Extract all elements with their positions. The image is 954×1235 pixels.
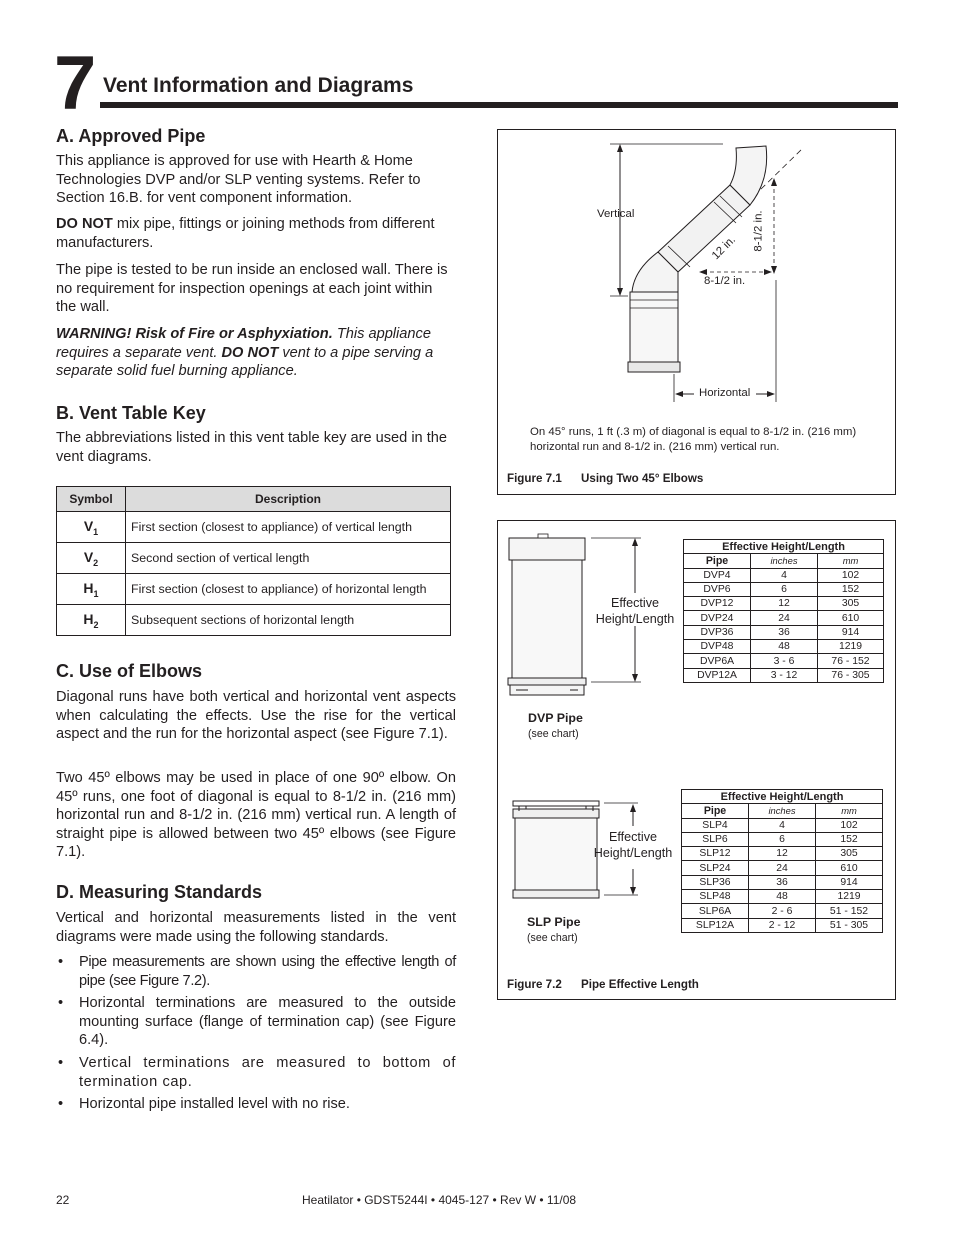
inches-cell: 12: [749, 847, 816, 861]
table-row: [684, 668, 884, 682]
dvp-effective-line2: Height/Length: [595, 612, 675, 626]
symbol-cell: [57, 543, 126, 574]
table-row: [684, 640, 884, 654]
mm-cell: 76 - 305: [818, 668, 884, 682]
warning-mid: This appliance requires a separate vent.: [56, 326, 431, 361]
pipe-cell: SLP24: [682, 861, 749, 875]
mm-cell: 76 - 152: [818, 654, 884, 668]
dvp-effective-line1: Effective: [610, 596, 660, 610]
section-d-p1: Vertical and horizontal measurements listed in the vent diagrams were made using the following standards.: [56, 910, 456, 945]
pipe-cell: DVP6A: [684, 654, 751, 668]
slp-effective-line1: Effective: [608, 830, 658, 844]
inches-cell: 6: [749, 832, 816, 846]
inches-cell: 6: [751, 582, 818, 596]
table-row: [682, 875, 883, 889]
pipe-cell: DVP24: [684, 611, 751, 625]
pipe-header: Pipe: [682, 804, 749, 818]
pipe-cell: DVP48: [684, 640, 751, 654]
inches-header: inches: [751, 554, 818, 568]
section-a-p2-text: mix pipe, fittings or joining methods from different manufacturers.: [56, 216, 435, 251]
symbol-header: Symbol: [57, 487, 126, 512]
mm-cell: 1219: [818, 640, 884, 654]
table-row: [684, 625, 884, 639]
inches-cell: 36: [749, 875, 816, 889]
mm-cell: 305: [818, 597, 884, 611]
symbol-cell: [57, 605, 126, 636]
slp-effective-line2: Height/Length: [593, 846, 673, 860]
symbol-subscript: 1: [93, 526, 99, 537]
inches-cell: 4: [749, 818, 816, 832]
dvp-effective-table: [683, 539, 884, 683]
slp-pipe-label: SLP Pipe: [527, 915, 581, 929]
warning-text: [56, 325, 456, 381]
figure-7-1-number: Figure 7.1: [507, 472, 562, 485]
dvp-table-title-row: [684, 540, 884, 554]
pipe-cell: DVP36: [684, 625, 751, 639]
figure-7-2: [497, 520, 896, 1000]
figure-7-1-note: On 45° runs, 1 ft (.3 m) of diagonal is equal to 8-1/2 in. (216 mm) horizontal run and 8-1/2 in. (216 mm) vertical run.: [530, 426, 857, 453]
table-row: [682, 918, 883, 932]
symbol-subscript: 1: [93, 588, 99, 599]
table-row: [682, 847, 883, 861]
slp-table-title: Effective Height/Length: [682, 790, 883, 804]
pipe-cell: DVP6: [684, 582, 751, 596]
dvp-table-header: [684, 554, 884, 568]
twelve-inch-label: 12 in.: [709, 233, 739, 263]
pipe-cell: SLP12A: [682, 918, 749, 932]
mm-header: mm: [816, 804, 883, 818]
mm-cell: 914: [816, 875, 883, 889]
list-item: • Pipe measurements are shown using the effective length of pipe (see Figure 7.2).: [56, 953, 456, 990]
symbol-letter: V: [83, 517, 94, 534]
horizontal-label: Horizontal: [699, 387, 751, 399]
mm-cell: 102: [816, 818, 883, 832]
mm-cell: 914: [818, 625, 884, 639]
inches-cell: 2 - 12: [749, 918, 816, 932]
table-row: [684, 611, 884, 625]
symbol-letter: H: [83, 579, 94, 596]
table-row: [57, 574, 451, 605]
pipe-cell: SLP6: [682, 832, 749, 846]
table-row: [682, 818, 883, 832]
slp-table-title-row: [682, 790, 883, 804]
mm-header: mm: [818, 554, 884, 568]
pipe-header: Pipe: [684, 554, 751, 568]
dvp-table-title: Effective Height/Length: [684, 540, 884, 554]
table-row: [684, 597, 884, 611]
inches-header: inches: [749, 804, 816, 818]
section-b-heading: B. Vent Table Key: [56, 403, 206, 423]
vent-key-header: [57, 487, 451, 512]
warning-end: vent to a pipe serving a separate solid fuel burning appliance.: [56, 344, 434, 380]
inches-cell: 36: [751, 625, 818, 639]
inches-cell: 24: [751, 611, 818, 625]
header-rule: [100, 102, 898, 108]
mm-cell: 152: [818, 582, 884, 596]
mm-cell: 610: [818, 611, 884, 625]
inches-cell: 48: [751, 640, 818, 654]
description-cell: First section (closest to appliance) of horizontal length: [126, 574, 451, 605]
figure-7-1: [497, 129, 896, 495]
section-a-heading: A. Approved Pipe: [56, 126, 206, 146]
vertical-rise-label: 8-1/2 in.: [752, 210, 765, 252]
pipe-cell: SLP36: [682, 875, 749, 889]
section-c-p1: Diagonal runs have both vertical and horizontal vent aspects when calculating the effects. Use the rise for the vertical aspect and the run for the horizontal aspect (see Figure 7.1).: [56, 689, 456, 743]
slp-effective-label: [590, 829, 676, 861]
inches-cell: 3 - 6: [751, 654, 818, 668]
section-a-p1: This appliance is approved for use with Hearth & Home Technologies DVP and/or SLP venting systems. Refer to Section 16.B. for vent component information.: [56, 153, 421, 207]
list-item: • Horizontal terminations are measured to the outside mounting surface (flange of termination cap) (see Figure 6.4).: [56, 994, 456, 1050]
figure-7-2-caption: Pipe Effective Length: [581, 978, 699, 991]
symbol-letter: H: [83, 610, 94, 627]
table-row: [682, 832, 883, 846]
mm-cell: 610: [816, 861, 883, 875]
mm-cell: 102: [818, 568, 884, 582]
chapter-number: 7: [54, 41, 95, 126]
symbol-letter: V: [83, 548, 94, 565]
mm-cell: 152: [816, 832, 883, 846]
slp-effective-table: [681, 789, 883, 933]
do-not-label: DO NOT: [56, 216, 113, 232]
pipe-cell: SLP48: [682, 890, 749, 904]
section-b-p1: The abbreviations listed in this vent table key are used in the vent diagrams.: [56, 430, 448, 465]
slp-see-chart: (see chart): [527, 932, 578, 944]
chapter-title: Vent Information and Diagrams: [103, 74, 414, 97]
pipe-cell: SLP12: [682, 847, 749, 861]
inches-cell: 24: [749, 861, 816, 875]
symbol-cell: [57, 512, 126, 543]
inches-cell: 48: [749, 890, 816, 904]
vent-key-table: [56, 486, 451, 636]
description-cell: Second section of vertical length: [126, 543, 451, 574]
section-c-p2: Two 45º elbows may be used in place of one 90º elbow. On 45º runs, one foot of diagonal is equal to 8-1/2 in. (216 mm) horizontal run and 8-1/2 in. (216 mm) vertical run. A length of straight pipe is allowed between two 45º elbows (see Figure 7.1).: [56, 770, 456, 861]
dvp-see-chart: (see chart): [528, 728, 579, 740]
mm-cell: 51 - 152: [816, 904, 883, 918]
table-row: [684, 582, 884, 596]
horizontal-run-label: 8-1/2 in.: [704, 275, 746, 287]
description-header: Description: [126, 487, 451, 512]
pipe-cell: DVP12A: [684, 668, 751, 682]
table-row: [57, 605, 451, 636]
pipe-cell: DVP12: [684, 597, 751, 611]
table-row: [57, 543, 451, 574]
figure-7-2-number: Figure 7.2: [507, 978, 562, 991]
symbol-subscript: 2: [93, 619, 99, 630]
section-a-p2: [56, 215, 456, 252]
description-cell: Subsequent sections of horizontal length: [126, 605, 451, 636]
measuring-standards-list: [56, 953, 456, 1118]
section-d-heading: D. Measuring Standards: [56, 882, 263, 902]
section-c-heading: C. Use of Elbows: [56, 661, 203, 681]
list-item: • Horizontal pipe installed level with no rise.: [56, 1095, 456, 1114]
inches-cell: 2 - 6: [749, 904, 816, 918]
mm-cell: 1219: [816, 890, 883, 904]
symbol-cell: [57, 574, 126, 605]
description-cell: First section (closest to appliance) of vertical length: [126, 512, 451, 543]
slp-table-header: [682, 804, 883, 818]
page-number: 22: [56, 1193, 70, 1207]
dvp-pipe-label: DVP Pipe: [528, 711, 583, 725]
dvp-effective-label: [593, 595, 677, 627]
table-row: [682, 904, 883, 918]
table-row: [682, 861, 883, 875]
warning-do-not: DO NOT: [221, 344, 279, 361]
footer-text: Heatilator • GDST5244I • 4045-127 • Rev W • 11/08: [302, 1193, 577, 1207]
list-item: • Vertical terminations are measured to bottom of termination cap.: [56, 1054, 456, 1091]
warning-label: WARNING! Risk of Fire or Asphyxiation.: [56, 326, 333, 342]
table-row: [682, 890, 883, 904]
section-a-p3: The pipe is tested to be run inside an enclosed wall. There is no requirement for inspection openings at each joint within the wall.: [56, 262, 448, 316]
figure-7-1-caption: Using Two 45° Elbows: [581, 472, 704, 485]
pipe-cell: SLP4: [682, 818, 749, 832]
table-row: [684, 568, 884, 582]
symbol-subscript: 2: [93, 557, 99, 568]
mm-cell: 51 - 305: [816, 918, 883, 932]
inches-cell: 4: [751, 568, 818, 582]
pipe-cell: SLP6A: [682, 904, 749, 918]
mm-cell: 305: [816, 847, 883, 861]
table-row: [57, 512, 451, 543]
vertical-label: Vertical: [597, 208, 635, 220]
inches-cell: 12: [751, 597, 818, 611]
inches-cell: 3 - 12: [751, 668, 818, 682]
pipe-cell: DVP4: [684, 568, 751, 582]
table-row: [684, 654, 884, 668]
